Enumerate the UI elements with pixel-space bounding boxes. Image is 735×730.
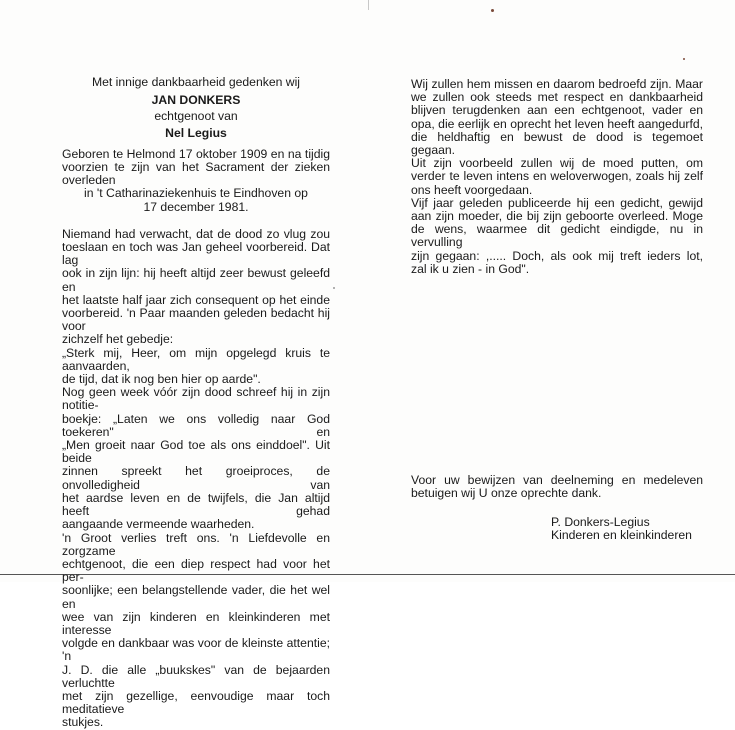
- text-line: ons heeft voorgedaan.: [411, 182, 533, 197]
- text-line: zijn gegaan: ,..... Doch, als ook mij treft ieders lot,: [411, 248, 703, 263]
- text-line: Niemand had verwacht, dat de dood zo vlug zou: [62, 226, 330, 241]
- paper-speck: [683, 58, 685, 60]
- text-line: Nog geen week vóór zijn dood schreef hij in zijn notitie-: [62, 385, 330, 413]
- text-line: opa, die eerlijk en oprecht het leven heeft aangedurfd,: [411, 116, 703, 131]
- text-line: 17 december 1981.: [143, 199, 249, 214]
- text-line: Vijf jaar geleden publiceerde hij een gedicht, gewijd: [411, 195, 703, 210]
- text-line: toeslaan en toch was Jan geheel voorbereid. Dat lag: [62, 240, 330, 268]
- text-line: het aardse leven en de twijfels, die Jan altijd heeft gehad: [62, 490, 330, 519]
- text-line: Voor uw bewijzen van deelneming en medeleven: [411, 473, 703, 487]
- text-line: blijven terugdenken aan een echtgenoot, vader en: [411, 103, 703, 118]
- signature-block: [551, 516, 711, 542]
- paper-speck: [491, 9, 494, 12]
- text-line: Geboren te Helmond 17 oktober 1909 en na tijdig: [62, 146, 330, 161]
- text-line: Wij zullen hem missen en daarom bedroefd zijn. Maar: [411, 77, 703, 91]
- text-line: boekje: „Laten we ons volledig naar God toekeren" en: [62, 411, 330, 439]
- text-line: ook in zijn lijn: hij heeft altijd zeer bewust geleefd en: [62, 266, 330, 294]
- text-line: voorzien te zijn van het Sacrament der zieken overleden: [62, 160, 330, 188]
- text-line: stukjes.: [62, 715, 104, 730]
- text-line: aan zijn moeder, die bij zijn geboorte overleed. Moge: [411, 209, 703, 224]
- spouse-label: echtgenoot van: [154, 109, 238, 124]
- right-column: [411, 78, 703, 276]
- text-line: betuigen wij U onze oprechte dank.: [411, 486, 602, 501]
- text-line: met zijn gezellige, eenvoudige maar toch meditatieve: [62, 688, 330, 717]
- signature-name: P. Donkers-Legius: [551, 515, 650, 529]
- deceased-name: JAN DONKERS: [151, 93, 241, 108]
- signature-family: Kinderen en kleinkinderen: [551, 528, 692, 543]
- intro-line: Met innige dankbaarheid gedenken wij: [91, 75, 300, 89]
- text-line: volgde en dankbaar was voor de kleinste attentie; 'n: [62, 636, 330, 664]
- text-line: verder te leven intens en weloverwogen, zoals hij zelf: [411, 169, 703, 184]
- text-line: zal ik u zien - in God".: [411, 261, 530, 276]
- text-line: aangaande vermeende waarheden.: [62, 517, 255, 532]
- paper-speck: [333, 287, 335, 289]
- text-line: wee van zijn kinderen en kleinkinderen met interesse: [62, 609, 330, 637]
- text-line: in 't Catharinaziekenhuis te Eindhoven op: [84, 186, 308, 201]
- text-line: zinnen spreekt het groeiproces, de onvolledigheid van: [62, 464, 330, 492]
- text-line: voorbereid. 'n Paar maanden geleden bedacht hij voor: [62, 306, 330, 334]
- text-line: 'n Groot verlies treft ons. 'n Liefdevolle en zorgzame: [62, 530, 330, 558]
- text-line: J. D. die alle „buukskes" van de bejaarden verluchtte: [62, 662, 330, 690]
- spouse-name: Nel Legius: [165, 125, 227, 140]
- birth-death-block: [62, 148, 330, 214]
- center-fold-mark: [368, 0, 369, 10]
- thanks-block: [411, 474, 703, 500]
- text-line: die heldhaftig en bewust de dood is tegemoet gegaan.: [411, 129, 703, 158]
- text-line: echtgenoot, die een diep respect had voor het per-: [62, 556, 330, 585]
- tribute-text: [62, 228, 330, 730]
- left-column: [62, 76, 330, 730]
- text-line: de tijd, dat ik nog ben hier op aarde".: [62, 372, 261, 387]
- text-line: de wens, waarmee dit gedicht eindigde, nu in vervulling: [411, 222, 703, 250]
- text-line: „Men groeit naar God toe als ons einddoel". Uit beide: [62, 438, 330, 466]
- text-line: zichzelf het gebedje:: [62, 332, 174, 347]
- text-line: het laatste half jaar zich consequent op het einde: [62, 292, 330, 307]
- text-line: we zullen ook steeds met respect en dankbaarheid: [411, 90, 703, 105]
- text-line: Uit zijn voorbeeld zullen wij de moed putten, om: [411, 156, 703, 171]
- text-line: soonlijke; een belangstellende vader, die het wel en: [62, 583, 330, 611]
- text-line: „Sterk mij, Heer, om mijn opgelegd kruis te aanvaarden,: [62, 345, 330, 373]
